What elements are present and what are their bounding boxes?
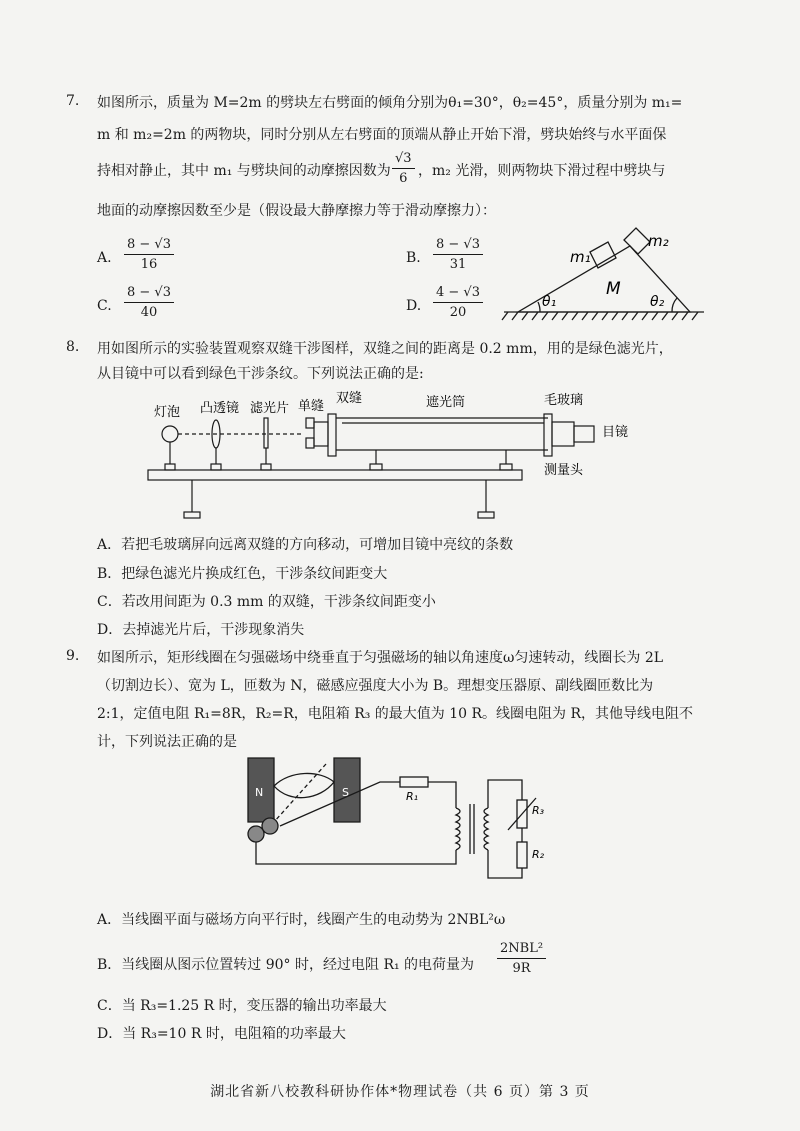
tube-label: 遮光筒 — [426, 395, 466, 410]
q8-number: 8. — [66, 339, 80, 355]
r1-label: R₁ — [406, 790, 419, 803]
q7-option-c-den: 40 — [140, 305, 158, 320]
q9-line-1: 如图所示，矩形线圈在匀强磁场中绕垂直于匀强磁场的轴以角速度ω匀速转动，线圈长为 2L — [97, 650, 664, 666]
q9-line-4: 计，下列说法正确的是 — [97, 734, 237, 750]
q7-option-a-den: 16 — [140, 257, 158, 272]
theta2-arc — [672, 298, 677, 312]
theta2-label: θ₂ — [650, 294, 665, 310]
measuring-head-body — [552, 422, 574, 446]
theta1-label: θ₁ — [542, 294, 557, 310]
q7-option-c-num: 8 − √3 — [124, 284, 174, 303]
wire-r1-to-primary — [428, 782, 456, 808]
lamp-label: 灯泡 — [154, 405, 181, 420]
lamp-base — [165, 464, 175, 470]
q7-option-d-fraction — [433, 284, 483, 321]
wedge-mass-label: M — [606, 279, 621, 299]
q9-option-b: B．当线圈从图示位置转过 90° 时，经过电阻 R₁ 的电荷量为 — [97, 957, 475, 973]
q9-option-c: C．当 R₃=1.25 R 时，变压器的输出功率最大 — [97, 998, 387, 1014]
q9-option-b-den: 9R — [512, 961, 531, 976]
q7-line-3b: ，m₂ 光滑，则两物块下滑过程中劈块与 — [418, 163, 666, 179]
q7-option-b-den: 31 — [449, 257, 467, 272]
q9-option-a: A．当线圈平面与磁场方向平行时，线圈产生的电动势为 2NBL²ω — [97, 912, 506, 928]
q7-option-a-label: A. — [97, 250, 112, 266]
eyepiece-label: 目镜 — [602, 425, 629, 440]
slip-ring-2 — [262, 818, 278, 834]
page-footer: 湖北省新八校教科研协作体*物理试卷（共 6 页）第 3 页 — [210, 1084, 590, 1100]
tube-foot-left — [370, 464, 382, 470]
tube-foot-right — [500, 464, 512, 470]
q8-apparatus-figure — [140, 388, 660, 524]
q9-option-b-num: 2NBL² — [497, 940, 546, 959]
primary-coil — [456, 808, 460, 850]
measuring-head-label: 测量头 — [544, 463, 584, 478]
q7-option-d-den: 20 — [449, 305, 467, 320]
q9-line-2: （切割边长）、宽为 L，匝数为 N，磁感应强度大小为 B。理想变压器原、副线圈匝数比为 — [97, 678, 654, 694]
r3-label: R₃ — [532, 804, 545, 817]
q7-line-2: m 和 m₂=2m 的两物块，同时分别从左右劈面的顶端从静止开始下滑，劈块始终与水平面保 — [97, 127, 667, 143]
lamp-bulb — [162, 426, 178, 442]
lens-base — [211, 464, 221, 470]
q9-line-3: 2:1，定值电阻 R₁=8R，R₂=R，电阻箱 R₃ 的最大值为 10 R。线圈电阻为 R，其他导线电阻不 — [97, 706, 694, 722]
q7-option-b-label: B. — [406, 250, 421, 266]
q7-line-4: 地面的动摩擦因数至少是（假设最大静摩擦力等于滑动摩擦力）： — [97, 203, 496, 219]
double-slit-flange — [328, 414, 336, 456]
rotating-coil — [274, 773, 334, 797]
q9-option-b-fraction — [497, 940, 546, 977]
q7-option-c-label: C. — [97, 298, 112, 314]
single-slit-label: 单缝 — [298, 399, 325, 414]
q7-option-d-num: 4 − √3 — [433, 284, 483, 303]
single-slit-lower — [306, 438, 314, 448]
bench-foot-left — [184, 512, 200, 518]
q7-option-b-num: 8 − √3 — [433, 236, 483, 255]
ground-glass-label: 毛玻璃 — [544, 393, 584, 408]
q8-line-2: 从目镜中可以看到绿色干涉条纹。下列说法正确的是: — [97, 366, 424, 382]
filter-base — [261, 464, 271, 470]
slip-ring-1 — [248, 826, 264, 842]
q7-wedge-figure — [500, 222, 710, 326]
wire-bottom-primary — [256, 842, 456, 864]
filter-label: 滤光片 — [250, 401, 290, 416]
q7-mu-fraction — [392, 150, 415, 187]
theta1-arc — [538, 302, 540, 312]
q9-number: 9. — [66, 648, 80, 664]
ground-hatching — [502, 312, 698, 320]
m1-label: m₁ — [570, 248, 591, 266]
slit-holder — [314, 422, 328, 446]
q7-mu-numerator: √3 — [392, 150, 415, 169]
q7-option-a-fraction — [124, 236, 174, 273]
q9-circuit-figure — [230, 752, 570, 886]
eyepiece-body — [574, 426, 594, 442]
q8-option-d: D．去掉滤光片后，干涉现象消失 — [97, 622, 305, 638]
m2-label: m₂ — [648, 232, 669, 250]
bench-foot-right — [478, 512, 494, 518]
resistor-r2 — [517, 842, 527, 868]
filter-plate — [264, 418, 268, 448]
q7-mu-denominator: 6 — [399, 171, 408, 186]
optical-bench — [148, 470, 522, 480]
q7-line-3a: 持相对静止，其中 m₁ 与劈块间的动摩擦因数为 — [97, 163, 391, 179]
s-pole-label: S — [342, 786, 349, 799]
q7-option-b-fraction — [433, 236, 483, 273]
q7-line-1: 如图所示，质量为 M=2m 的劈块左右劈面的倾角分别为θ₁=30°，θ₂=45°，质量分别为 m₁= — [97, 95, 683, 111]
q7-option-d-label: D. — [406, 298, 422, 314]
lens-label: 凸透镜 — [200, 401, 240, 416]
single-slit-upper — [306, 418, 314, 428]
q7-option-c-fraction — [124, 284, 174, 321]
n-pole-label: N — [255, 786, 264, 799]
q7-option-a-num: 8 − √3 — [124, 236, 174, 255]
m1-block — [590, 242, 616, 268]
double-slit-label: 双缝 — [336, 391, 363, 406]
q8-option-b: B．把绿色滤光片换成红色，干涉条纹间距变大 — [97, 566, 388, 582]
resistor-r1 — [400, 777, 428, 787]
m2-block — [624, 228, 650, 254]
q8-option-c: C．若改用间距为 0.3 mm 的双缝，干涉条纹间距变小 — [97, 594, 436, 610]
q9-option-d: D．当 R₃=10 R 时，电阻箱的功率最大 — [97, 1026, 346, 1042]
secondary-coil — [484, 808, 488, 850]
q8-option-a: A．若把毛玻璃屏向远离双缝的方向移动，可增加目镜中亮纹的条数 — [97, 537, 514, 553]
r2-label: R₂ — [532, 848, 545, 861]
q7-number: 7. — [66, 93, 80, 109]
q8-line-1: 用如图所示的实验装置观察双缝干涉图样，双缝之间的距离是 0.2 mm，用的是绿色滤光片， — [97, 341, 673, 357]
